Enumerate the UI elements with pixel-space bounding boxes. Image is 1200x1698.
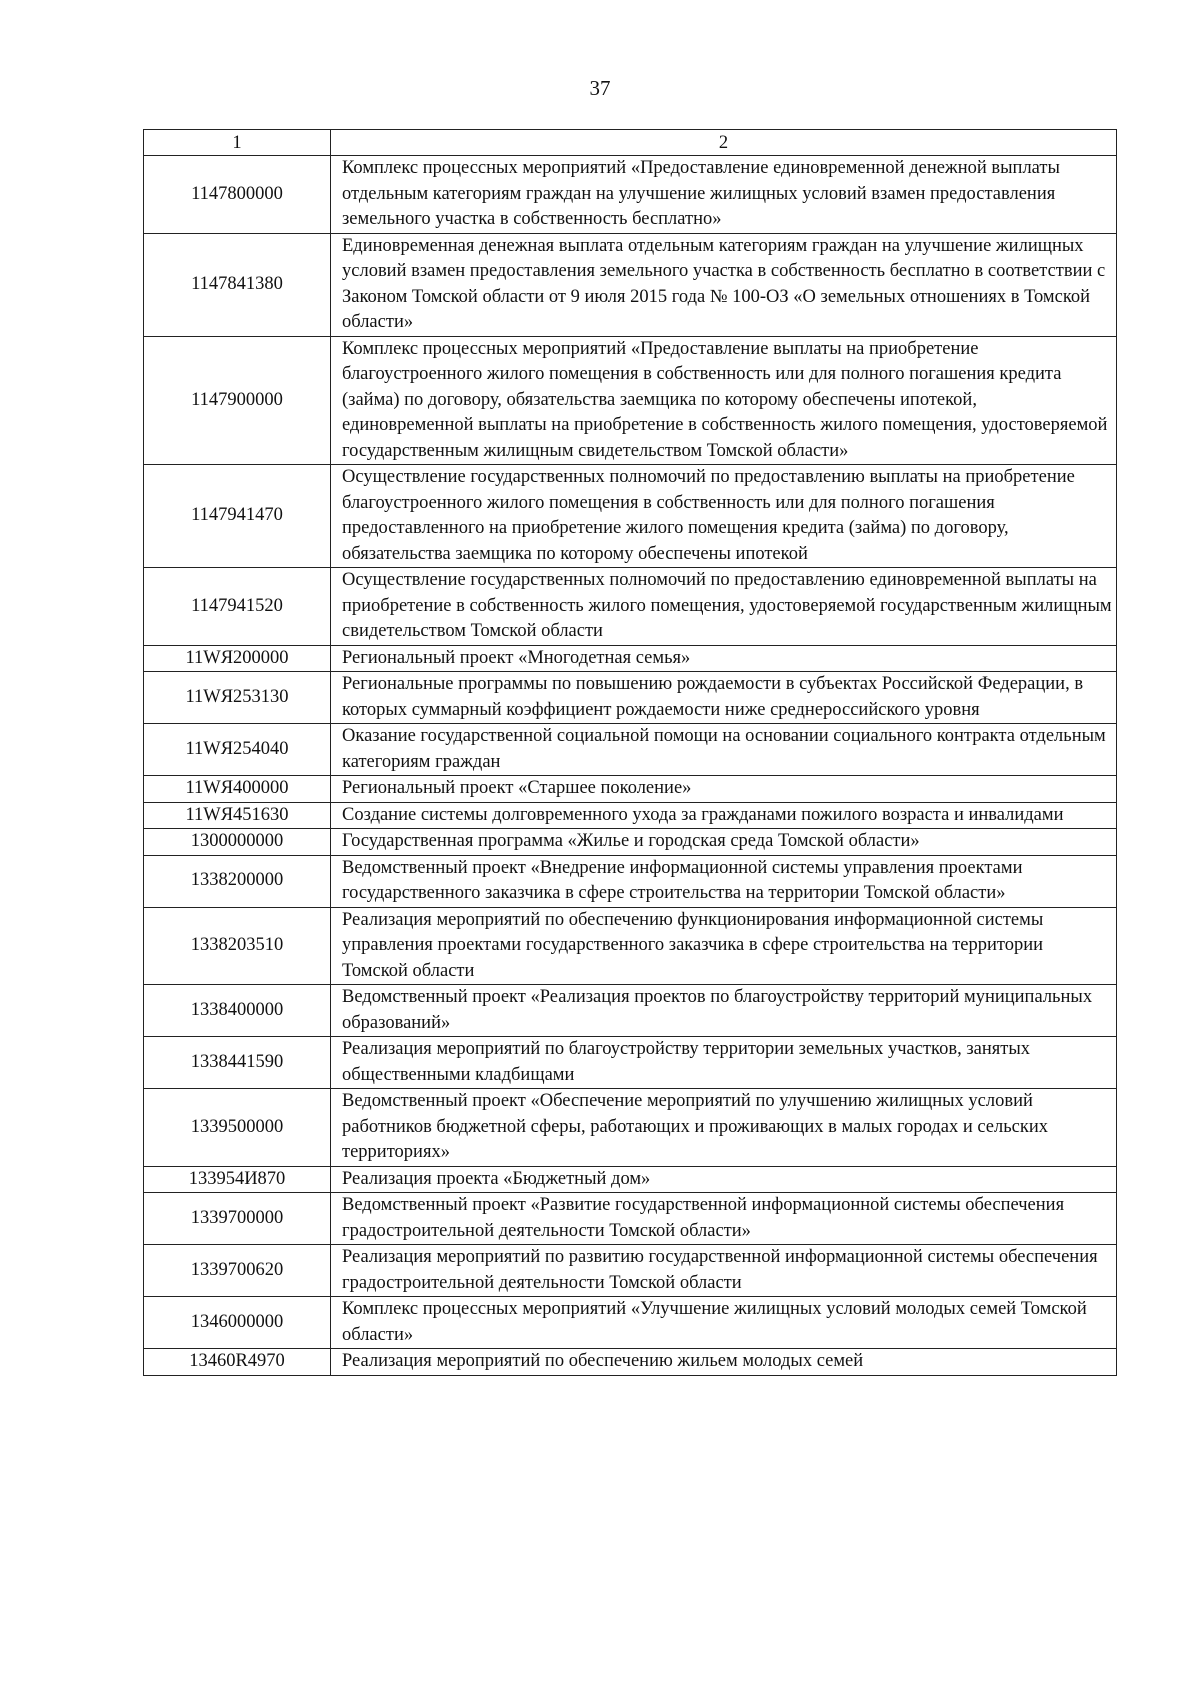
table-row bbox=[144, 802, 1117, 829]
row-description: Ведомственный проект «Реализация проектов по благоустройству территорий муниципальных образований» bbox=[331, 985, 1117, 1037]
row-description: Ведомственный проект «Развитие государственной информационной системы обеспечения градостроительной деятельности Томской области» bbox=[331, 1193, 1117, 1245]
row-description: Комплекс процессных мероприятий «Предоставление единовременной денежной выплаты отдельным категориям граждан на улучшение жилищных условий взамен предоставления земельного участка в собственность бесплатно» bbox=[331, 156, 1117, 234]
column-header-code: 1 bbox=[144, 130, 331, 156]
table-row bbox=[144, 985, 1117, 1037]
table-row bbox=[144, 1089, 1117, 1167]
row-code: 1338400000 bbox=[144, 985, 331, 1037]
table-row bbox=[144, 724, 1117, 776]
table-row bbox=[144, 465, 1117, 568]
row-code: 1147941520 bbox=[144, 568, 331, 646]
row-description: Региональные программы по повышению рождаемости в субъектах Российской Федерации, в которых суммарный коэффициент рождаемости ниже среднероссийского уровня bbox=[331, 672, 1117, 724]
table-row bbox=[144, 907, 1117, 985]
table-row bbox=[144, 776, 1117, 803]
row-description: Реализация мероприятий по развитию государственной информационной системы обеспечения градостроительной деятельности Томской области bbox=[331, 1245, 1117, 1297]
row-description: Реализация мероприятий по обеспечению функционирования информационной системы управления проектами государственного заказчика в сфере строительства на территории Томской области bbox=[331, 907, 1117, 985]
row-code: 11WЯ254040 bbox=[144, 724, 331, 776]
row-description: Реализация мероприятий по благоустройству территории земельных участков, занятых общественными кладбищами bbox=[331, 1037, 1117, 1089]
table-row bbox=[144, 855, 1117, 907]
table-row bbox=[144, 1349, 1117, 1376]
row-code: 133954И870 bbox=[144, 1166, 331, 1193]
table-row bbox=[144, 672, 1117, 724]
row-description: Региональный проект «Многодетная семья» bbox=[331, 645, 1117, 672]
table-row bbox=[144, 1037, 1117, 1089]
table-row bbox=[144, 1245, 1117, 1297]
table-row bbox=[144, 829, 1117, 856]
row-code: 1147900000 bbox=[144, 336, 331, 465]
row-code: 1338203510 bbox=[144, 907, 331, 985]
row-code: 11WЯ253130 bbox=[144, 672, 331, 724]
row-description: Единовременная денежная выплата отдельным категориям граждан на улучшение жилищных условий взамен предоставления земельного участка в собственность бесплатно в соответствии с Законом Томской области от 9 июля 2015 года № 100-ОЗ «О земельных отношениях в Томской области» bbox=[331, 233, 1117, 336]
page-number: 37 bbox=[589, 76, 611, 100]
row-description: Ведомственный проект «Обеспечение мероприятий по улучшению жилищных условий работников бюджетной сферы, работающих и проживающих в малых городах и сельских территориях» bbox=[331, 1089, 1117, 1167]
row-description: Осуществление государственных полномочий по предоставлению выплаты на приобретение благоустроенного жилого помещения в собственность или для полного погашения предоставленного на приобретение жилого помещения кредита (займа) по договору, обязательства заемщика по которому обеспечены ипотекой bbox=[331, 465, 1117, 568]
row-code: 1338441590 bbox=[144, 1037, 331, 1089]
table-header-row bbox=[144, 130, 1117, 156]
row-code: 13460R4970 bbox=[144, 1349, 331, 1376]
row-code: 1147941470 bbox=[144, 465, 331, 568]
table-row bbox=[144, 568, 1117, 646]
table-row bbox=[144, 1166, 1117, 1193]
row-description: Осуществление государственных полномочий по предоставлению единовременной выплаты на приобретение в собственность жилого помещения, удостоверяемой государственным жилищным свидетельством Томской области bbox=[331, 568, 1117, 646]
row-description: Комплекс процессных мероприятий «Улучшение жилищных условий молодых семей Томской области» bbox=[331, 1297, 1117, 1349]
budget-codes-table bbox=[143, 129, 1117, 1376]
row-code: 11WЯ451630 bbox=[144, 802, 331, 829]
row-description: Государственная программа «Жилье и городская среда Томской области» bbox=[331, 829, 1117, 856]
column-header-description: 2 bbox=[331, 130, 1117, 156]
table-row bbox=[144, 1297, 1117, 1349]
row-description: Реализация мероприятий по обеспечению жильем молодых семей bbox=[331, 1349, 1117, 1376]
table-row bbox=[144, 1193, 1117, 1245]
row-code: 1339700000 bbox=[144, 1193, 331, 1245]
row-description: Создание системы долговременного ухода за гражданами пожилого возраста и инвалидами bbox=[331, 802, 1117, 829]
row-code: 1147800000 bbox=[144, 156, 331, 234]
row-code: 11WЯ400000 bbox=[144, 776, 331, 803]
table-row bbox=[144, 336, 1117, 465]
row-description: Реализация проекта «Бюджетный дом» bbox=[331, 1166, 1117, 1193]
row-description: Комплекс процессных мероприятий «Предоставление выплаты на приобретение благоустроенного жилого помещения в собственность или для полного погашения кредита (займа) по договору, обязательства заемщика по которому обеспечены ипотекой, единовременной выплаты на приобретение в собственность жилого помещения, удостоверяемой государственным жилищным свидетельством Томской области» bbox=[331, 336, 1117, 465]
row-description: Региональный проект «Старшее поколение» bbox=[331, 776, 1117, 803]
row-description: Ведомственный проект «Внедрение информационной системы управления проектами государственного заказчика в сфере строительства на территории Томской области» bbox=[331, 855, 1117, 907]
table-row bbox=[144, 156, 1117, 234]
row-code: 1147841380 bbox=[144, 233, 331, 336]
table-row bbox=[144, 645, 1117, 672]
row-code: 11WЯ200000 bbox=[144, 645, 331, 672]
row-code: 1346000000 bbox=[144, 1297, 331, 1349]
row-description: Оказание государственной социальной помощи на основании социального контракта отдельным категориям граждан bbox=[331, 724, 1117, 776]
table-row bbox=[144, 233, 1117, 336]
row-code: 1338200000 bbox=[144, 855, 331, 907]
row-code: 1339700620 bbox=[144, 1245, 331, 1297]
row-code: 1339500000 bbox=[144, 1089, 331, 1167]
row-code: 1300000000 bbox=[144, 829, 331, 856]
